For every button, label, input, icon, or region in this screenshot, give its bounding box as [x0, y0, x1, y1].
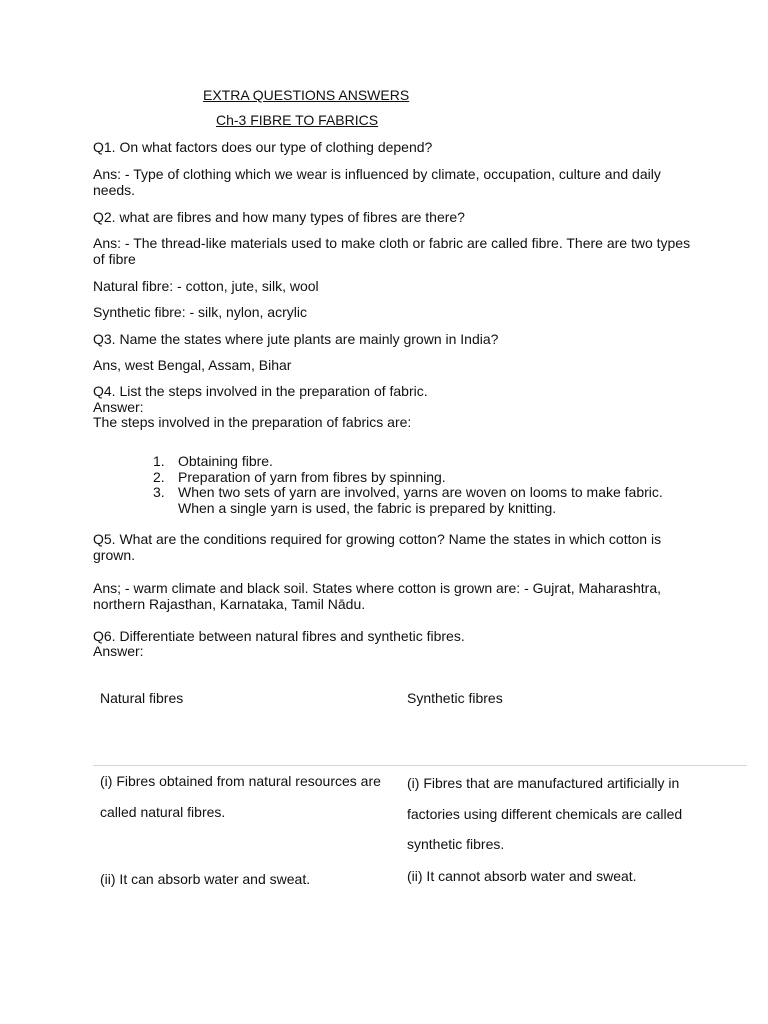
table-cell: (ii) It can absorb water and sweat.	[100, 871, 311, 887]
steps-list	[153, 454, 713, 516]
list-item-number: 1.	[153, 453, 165, 469]
question-1: Q1. On what factors does our type of clothing depend?	[93, 139, 433, 155]
list-item-text: Obtaining fibre.	[178, 453, 273, 469]
table-cell: (i) Fibres that are manufactured artificially in factories using different chemicals are called synthetic fibres.	[407, 775, 683, 852]
question-4: Q4. List the steps involved in the preparation of fabric.	[93, 383, 428, 399]
question-5: Q5. What are the conditions required for growing cotton? Name the states in which cotton is grown.	[93, 531, 662, 563]
synthetic-fibre-line: Synthetic fibre: - silk, nylon, acrylic	[93, 304, 307, 320]
answer-3: Ans, west Bengal, Assam, Bihar	[93, 357, 292, 373]
table-cell: (ii) It cannot absorb water and sweat.	[407, 868, 637, 884]
list-item-text: Preparation of yarn from fibres by spinning.	[178, 468, 446, 485]
list-item	[153, 454, 713, 470]
question-2: Q2. what are fibres and how many types of fibres are there?	[93, 209, 465, 225]
table-header-natural: Natural fibres	[100, 690, 184, 706]
answer-1: Ans: - Type of clothing which we wear is influenced by climate, occupation, culture and daily needs.	[93, 166, 661, 198]
table-header-synthetic: Synthetic fibres	[407, 690, 503, 706]
question-6: Q6. Differentiate between natural fibres and synthetic fibres.	[93, 628, 465, 644]
list-item	[153, 485, 683, 516]
question-3: Q3. Name the states where jute plants are mainly grown in India?	[93, 331, 499, 347]
natural-fibre-line: Natural fibre: - cotton, jute, silk, wool	[93, 278, 319, 294]
table-cell: (i) Fibres obtained from natural resources are called natural fibres.	[100, 773, 381, 820]
list-item-number: 3.	[153, 484, 165, 500]
answer-4-intro: The steps involved in the preparation of fabrics are:	[93, 414, 412, 430]
answer-5: Ans; - warm climate and black soil. States where cotton is grown are: - Gujrat, Maharashtra, northern Rajasthan, Karnataka, Tamil Nādu.	[93, 580, 662, 612]
answer-label-6: Answer:	[93, 643, 144, 659]
answer-label-4: Answer:	[93, 399, 144, 415]
list-item-number: 2.	[153, 468, 165, 485]
list-item-text: When two sets of yarn are involved, yarns are woven on looms to make fabric. When a single yarn is used, the fabric is prepared by knitting.	[178, 484, 663, 516]
answer-2: Ans: - The thread-like materials used to make cloth or fabric are called fibre. There are two types of fibre	[93, 235, 691, 267]
chapter-title: Ch-3 FIBRE TO FABRICS	[216, 112, 379, 128]
page-title: EXTRA QUESTIONS ANSWERS	[203, 87, 410, 103]
list-item	[153, 470, 713, 486]
